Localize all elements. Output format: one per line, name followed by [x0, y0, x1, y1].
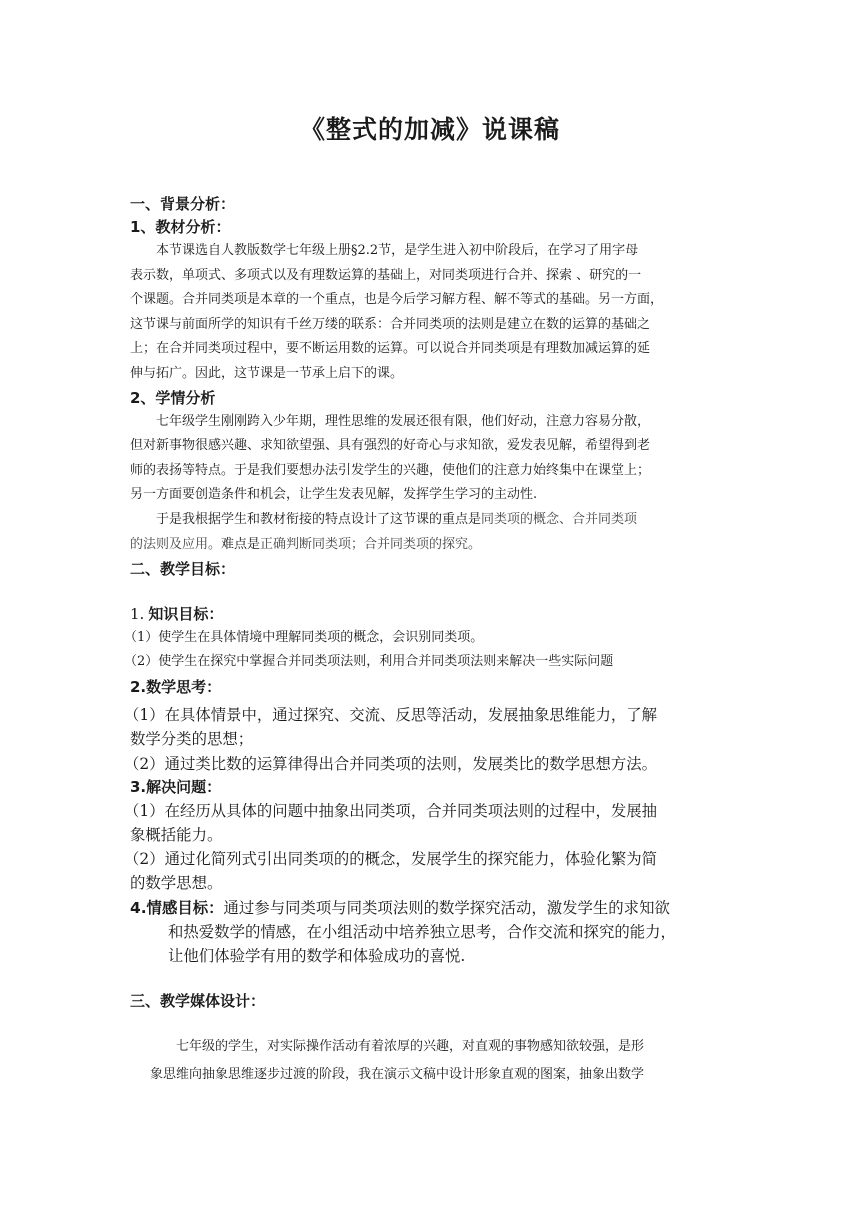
knowledge-label: 知识目标：: [148, 605, 224, 624]
text-line: 和热爱数学的情感，在小组活动中培养独立思考，合作交流和探究的能力，: [168, 922, 676, 941]
paragraph-problem-solving: [124, 799, 732, 896]
emotion-text: 通过参与同类项与同类项法则的数学探究活动，激发学生的求知欲: [223, 898, 670, 917]
subheading-student-analysis: 2、学情分析: [130, 388, 216, 407]
paragraph-emotion-objectives: [130, 896, 732, 969]
text-line: 七年级的学生，对实际操作活动有着浓厚的兴趣，对直观的事物感知欲较强，是形: [176, 1039, 645, 1055]
text-line: （2）通过化简列式引出同类项的的概念，发展学生的探究能力，体验化繁为简: [124, 850, 658, 869]
document-body: [124, 193, 732, 1089]
text-line: 象思维向抽象思维逐步过渡的阶段，我在演示文稿中设计形象直观的图案，抽象出数学: [150, 1067, 645, 1083]
text-line: 表示数，单项式、多项式以及有理数运算的基础上，对同类项进行合并、探索 、研究的一: [130, 267, 642, 283]
key-points-text-end: 的法则及应用。: [130, 536, 222, 552]
text-line: 象概括能力。: [130, 825, 223, 844]
list-item: （1）使学生在具体情境中理解同类项的概念，会识别同类项。: [124, 630, 484, 646]
blank-line: [130, 968, 732, 990]
paragraph-media-design: [130, 1033, 732, 1089]
subheading-textbook-analysis: 1、教材分析：: [130, 218, 231, 236]
list-item: （2）使学生在探究中掌握合并同类项法则，利用合并同类项法则来解决一些实际问题: [124, 654, 614, 670]
text-line: 伸与拓广。因此，这节课是一节承上启下的课。: [130, 365, 404, 381]
knowledge-number: 1.: [130, 605, 145, 624]
blank-line: [130, 581, 732, 602]
section-heading-media-design: 三、教学媒体设计：: [130, 992, 266, 1011]
section-heading-objectives: 二、教学目标：: [130, 560, 236, 579]
difficult-points-line: [130, 533, 732, 558]
text-line: 的数学思想。: [130, 874, 223, 893]
text-line: 上；在合并同类项过程中，要不断运用数的运算。可以说合并同类项是有理数加减运算的延: [130, 341, 651, 357]
paragraph-student-analysis: [130, 410, 732, 558]
text-line: （2）通过类比数的运算律得出合并同类项的法则，发展类比的数学思想方法。: [124, 754, 658, 773]
emotion-label: 4.情感目标：: [130, 898, 224, 917]
paragraph-textbook-analysis: [130, 239, 732, 387]
text-line: 数学分类的思想；: [130, 730, 254, 749]
document-title: 《整式的加减》说课稿: [299, 115, 560, 144]
key-points-text: 同类项的概念、合并同类项: [481, 511, 638, 527]
subheading-knowledge-objectives: [130, 602, 732, 626]
text-line: [130, 896, 732, 920]
text-line: 另一方面要创造条件和机会，让学生发表见解，发挥学生学习的主动性.: [130, 487, 538, 503]
text-line: 个课题。合并同类项是本章的一个重点，也是今后学习解方程、解不等式的基础。另一方面，: [130, 292, 664, 308]
text-line: 让他们体验学有用的数学和体验成功的喜悦.: [168, 946, 466, 965]
text-line: 本节课选自人教版数学七年级上册§2.2节，是学生进入初中阶段后，在学习了用字母: [156, 243, 639, 258]
subheading-math-thinking: 2.数学思考：: [130, 678, 222, 697]
text-line: 但对新事物很感兴趣、求知欲望强、具有强烈的好奇心与求知欲，爱发表见解，希望得到老: [130, 438, 651, 454]
text-line: （1）在经历从具体的问题中抽象出同类项，合并同类项法则的过程中，发展抽: [124, 801, 658, 820]
key-points-line: [130, 508, 732, 533]
paragraph-math-thinking: [124, 703, 732, 776]
text-line: （1）在具体情景中，通过探究、交流、反思等活动，发展抽象思维能力，了解: [124, 706, 658, 725]
blank-line: [130, 1013, 732, 1033]
section-heading-background: 一、背景分析：: [130, 195, 236, 213]
list-knowledge-objectives: [124, 626, 732, 674]
text-line: 师的表扬等特点。于是我们要想办法引发学生的兴趣，使他们的注意力始终集中在课堂上；: [130, 462, 651, 478]
subheading-problem-solving: 3.解决问题：: [130, 777, 222, 796]
difficult-points-label: 难点是: [221, 536, 261, 552]
text-line: 七年级学生刚刚跨入少年期，理性思维的发展还很有限，他们好动，注意力容易分散，: [156, 413, 651, 429]
text-line: 这节课与前面所学的知识有千丝万缕的联系：合并同类项的法则是建立在数的运算的基础之: [130, 316, 651, 332]
key-points-intro: 于是我根据学生和教材衔接的特点设计了这节课的重点是: [156, 511, 482, 527]
difficult-points-text: 正确判断同类项；合并同类项的探究。: [260, 536, 482, 552]
